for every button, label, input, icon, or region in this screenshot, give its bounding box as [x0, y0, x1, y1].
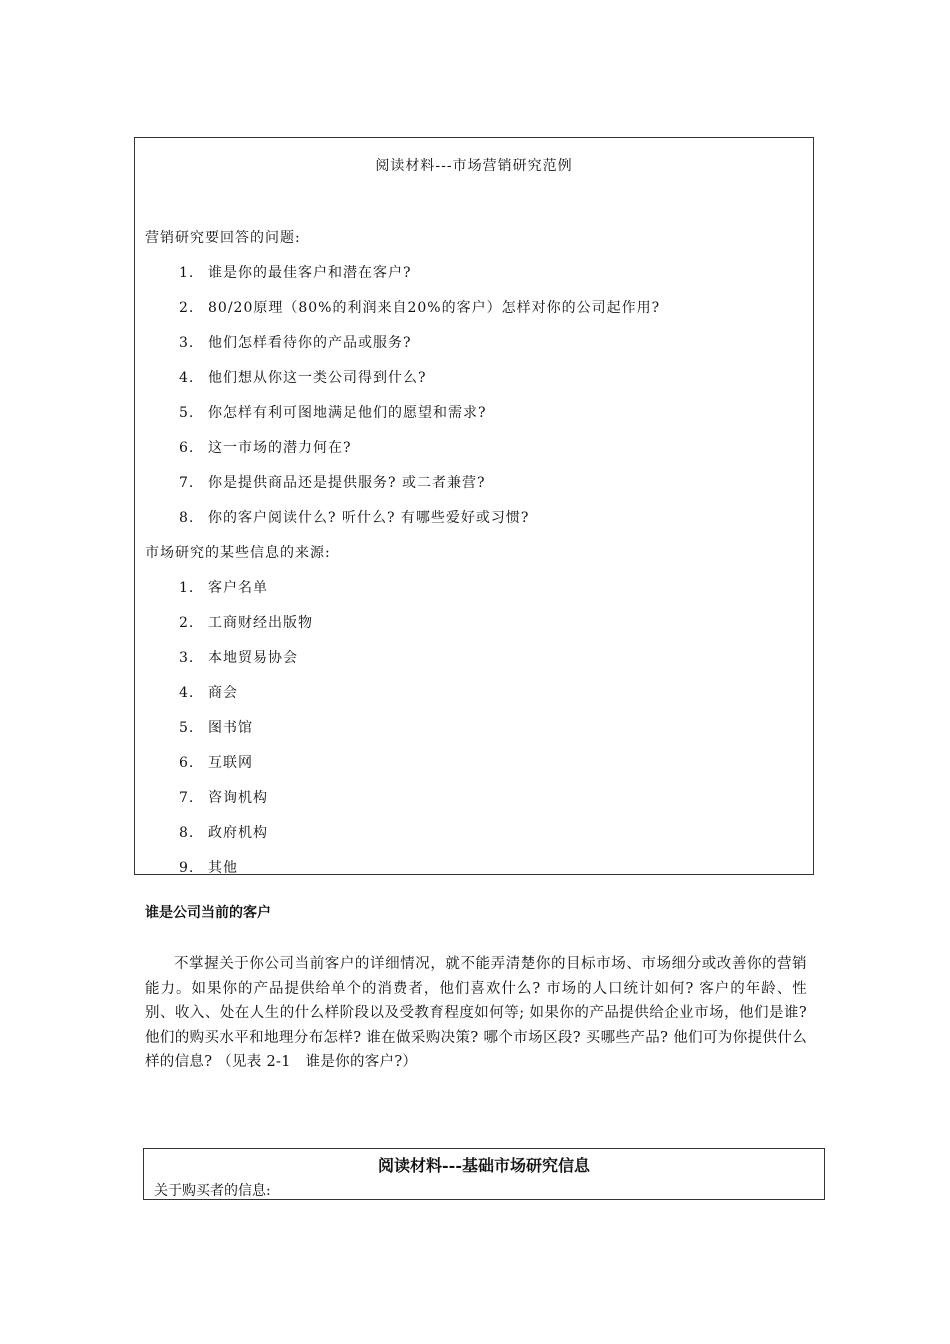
- reading-material-box: [134, 137, 814, 875]
- source-item: 5. 图书馆: [179, 720, 253, 736]
- questions-heading: 营销研究要回答的问题:: [145, 230, 301, 246]
- question-item: 6. 这一市场的潜力何在?: [179, 440, 352, 456]
- section-title: 谁是公司当前的客户: [145, 905, 271, 921]
- source-item: 1. 客户名单: [179, 580, 268, 596]
- question-item: 7. 你是提供商品还是提供服务? 或二者兼营?: [179, 475, 486, 491]
- question-item: 1. 谁是你的最佳客户和潜在客户?: [179, 265, 412, 281]
- source-item: 3. 本地贸易协会: [179, 650, 298, 666]
- buyer-info-label: 关于购买者的信息:: [154, 1183, 271, 1199]
- section-paragraph: 不掌握关于你公司当前客户的详细情况，就不能弄清楚你的目标市场、市场细分或改善你的营销能力。如果你的产品提供给单个的消费者，他们喜欢什么? 市场的人口统计如何? 客户的年龄、性别、收入、处在人生的什么样阶段以及受教育程度如何等; 如果你的产品提供给企业市场，他们是谁? 他们的购买水平和地理分布怎样? 谁在做采购决策? 哪个市场区段? 买哪些产品? 他们可为你提供什么样的信息? （见表 2-1 谁是你的客户?）: [145, 956, 807, 1070]
- source-item: 7. 咨询机构: [179, 790, 268, 806]
- reading-material-title: 阅读材料---市场营销研究范例: [375, 158, 573, 174]
- source-item: 8. 政府机构: [179, 825, 268, 841]
- question-item: 5. 你怎样有利可图地满足他们的愿望和需求?: [179, 405, 487, 421]
- basic-research-box: [143, 1148, 825, 1200]
- source-item: 4. 商会: [179, 685, 238, 701]
- question-item: 3. 他们怎样看待你的产品或服务?: [179, 335, 412, 351]
- source-item: 6. 互联网: [179, 755, 253, 771]
- source-item: 9. 其他: [179, 860, 238, 875]
- question-item: 8. 你的客户阅读什么? 听什么? 有哪些爱好或习惯?: [179, 510, 530, 526]
- sources-heading: 市场研究的某些信息的来源:: [145, 545, 331, 561]
- question-item: 4. 他们想从你这一类公司得到什么?: [179, 370, 427, 386]
- source-item: 2. 工商财经出版物: [179, 615, 313, 631]
- basic-research-title: 阅读材料---基础市场研究信息: [378, 1156, 590, 1175]
- question-item: 2. 80/20原理（80%的利润来自20%的客户）怎样对你的公司起作用?: [179, 300, 661, 316]
